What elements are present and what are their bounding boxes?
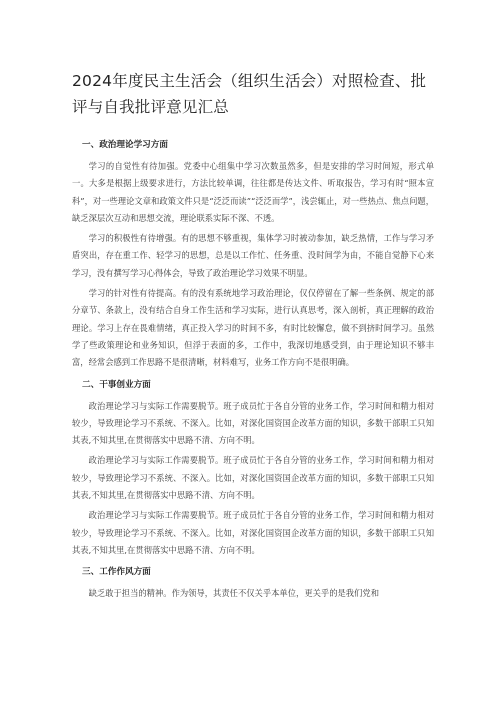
paragraph: 政治理论学习与实际工作需要脱节。班子成员忙于各自分管的业务工作，学习时间和精力相对较少，导致理论学习不系统、不深入。比如，对深化国资国企改革方面的知识，多数干部职工只知其表,不知其里,在贯彻落实中思路不清、方向不明。 [72,400,434,446]
paragraph: 政治理论学习与实际工作需要脱节。班子成员忙于各自分管的业务工作，学习时间和精力相对较少，导致理论学习不系统、不深入。比如，对深化国资国企改革方面的知识，多数干部职工只知其表,不知其里,在贯彻落实中思路不清、方向不明。 [72,455,434,501]
paragraph: 政治理论学习与实际工作需要脱节。班子成员忙于各自分管的业务工作，学习时间和精力相对较少，导致理论学习不系统、不深入。比如，对深化国资国企改革方面的知识，多数干部职工只知其表,不知其里,在贯彻落实中思路不清、方向不明。 [72,510,434,555]
paragraph: 学习的针对性有待提高。有的没有系统地学习政治理论，仅仅停留在了解一些条例、规定的部分章节、条款上，没有结合自身工作生活和学习实际，进行认真思考，深入剖析，真正理解的政治理论。学习上存在畏难情绪，真正投入学习的时间不多，有时比较懈怠，做不到挤时间学习。虽然学了些政策理论和业务知识，但浮于表面的多，工作中，我深切地感受到，由于理论知识不够丰富，经常会感到工作思路不是很清晰，材料难写，业务工作方向不是很明确。 [72,288,434,368]
section-heading: 一、政治理论学习方面 [82,140,168,150]
document-title: 2024年度民主生活会（组织生活会）对照检查、批评与自我批评意见汇总 [72,72,427,116]
section-political-theory [72,138,434,372]
section-work-style [72,565,434,602]
section-heading: 三、工作作风方面 [82,567,151,578]
paragraph: 学习的自觉性有待加强。党委中心组集中学习次数虽然多，但是安排的学习时间短，形式单一。大多是根据上级要求进行，方法比较单调，往往都是传达文件、听取报告，学习有时“照本宣科”，对一些理论文章和政策文件只是“泛泛而读”“泛泛而学”，浅尝辄止，对一些热点、焦点问题，缺乏深层次互动和思想交流，理论联系实际不深、不透。 [72,161,434,223]
section-heading: 二、干事创业方面 [82,379,151,390]
paragraph: 缺乏敢于担当的精神。作为领导，其责任不仅关乎本单位，更关乎的是我们党和 [88,588,379,599]
paragraph: 学习的积极性有待增强。有的思想不够重视，集体学习时被动参加，缺乏热情，工作与学习矛盾突出，存在重工作、轻学习的思想，总是以工作忙、任务重、没时间学为由，不能自觉静下心来学习，没有撰写学习心得体会，导致了政治理论学习效果不明显。 [72,233,434,278]
section-entrepreneurship [72,378,434,560]
